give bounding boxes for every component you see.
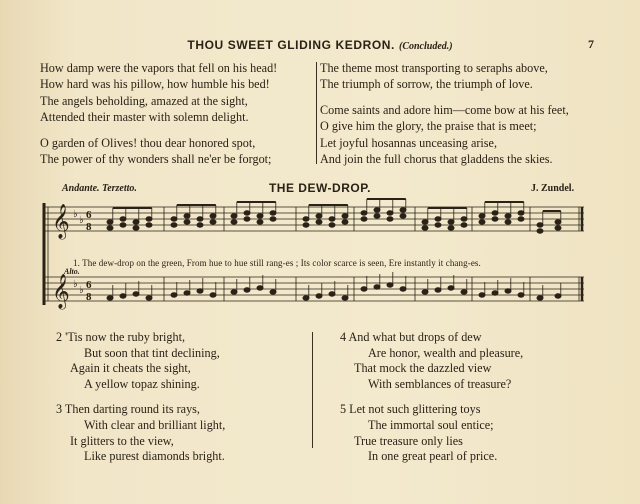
stanza [320,102,610,168]
note-head [435,288,441,292]
verse-line: A yellow topaz shining. [84,376,200,391]
stanza [340,330,590,392]
time-signatures [86,209,92,303]
note-head [107,226,113,230]
note-head [400,287,406,291]
verse-line: Again it cheats the sight, [70,361,191,376]
note-head [184,220,190,224]
note-head [257,220,263,224]
kedron-left-column [40,60,310,176]
alto-label: Alto. [64,267,80,276]
note-head [387,283,393,287]
time-signature-bottom: 8 [86,291,92,303]
note-head [422,226,428,230]
note-head [400,208,406,212]
note-head [146,223,152,227]
time-signature-top: 6 [86,279,92,291]
note-head [120,294,126,298]
note-head [435,223,441,227]
note-head [479,220,485,224]
note-head [120,223,126,227]
note-head [400,214,406,218]
note-head [422,290,428,294]
verse-line: The triumph of sorrow, the triumph of love. [320,77,533,92]
note-head [171,223,177,227]
note-head [374,208,380,212]
verse-line [56,330,306,346]
note-head [270,217,276,221]
verse-line: With semblances of treasure? [368,376,512,391]
note-head [461,223,467,227]
verse-line: Come saints and adore him—come bow at his feet, [320,102,569,117]
note-head [329,223,335,227]
stanza-number: 3 [56,402,63,417]
note-head [537,229,543,233]
song-title: THE DEW-DROP. [268,181,372,195]
flat-icon: ♭ [73,279,78,290]
verse-line: Are honor, wealth and pleasure, [368,345,524,360]
note-head [257,214,263,218]
note-head [422,220,428,224]
verse-line: O garden of Olives! thou dear honored spot, [40,135,256,150]
note-head [184,291,190,295]
verse-line: Attended their master with solemn delight. [40,110,249,125]
note-head [461,217,467,221]
note-head [361,287,367,291]
composer: J. Zundel. [531,183,575,194]
note-head [329,292,335,296]
time-signature-top: 6 [86,209,92,221]
note-head [210,214,216,218]
verse-text: 'Tis now the ruby bright, [65,330,186,344]
note-head [133,220,139,224]
system-brace [44,203,48,305]
note-head [361,217,367,221]
note-head [342,296,348,300]
note-head [171,217,177,221]
note-head [244,288,250,292]
note-head [197,223,203,227]
note-head [518,211,524,215]
verse-line: Like purest diamonds bright. [84,449,225,464]
notes [107,199,561,300]
note-head [107,220,113,224]
stanza-number: 2 [56,330,63,344]
note-head [518,293,524,297]
note-head [133,292,139,296]
note-head [197,217,203,221]
verse-text: Then darting round its rays, [64,402,200,417]
note-head [492,211,498,215]
note-head [492,217,498,221]
verse-line: In one great pearl of price. [368,449,498,464]
note-head [303,296,309,300]
verse-line: That mock the dazzled view [354,361,492,376]
clefs [52,204,84,310]
verse-line: The theme most transporting to seraphs above, [320,61,548,75]
note-head [461,290,467,294]
stanza [56,402,306,464]
note-head [342,214,348,218]
note-head [231,220,237,224]
verse-line [340,330,590,346]
verse-text: And what but drops of dew [348,330,482,344]
note-head [316,294,322,298]
verse-line: It glitters to the view, [70,433,174,448]
treble-clef-icon: 𝄞 [52,274,70,309]
note-head [171,293,177,297]
concluded-note: (Concluded.) [399,41,453,52]
note-head [435,217,441,221]
note-head [479,214,485,218]
note-head [303,223,309,227]
note-head [133,226,139,230]
dewdrop-left-column [56,330,306,475]
note-head [448,286,454,290]
note-head [505,214,511,218]
note-head [537,296,543,300]
flat-icon: ♭ [79,285,84,296]
stanza [56,330,306,392]
note-head [387,211,393,215]
note-head [303,217,309,221]
verse-line: The angels beholding, amazed at the sight, [40,93,248,108]
flat-icon: ♭ [79,215,84,226]
stanza [340,402,590,464]
dewdrop-right-column [340,330,590,475]
note-head [329,217,335,221]
note-head [184,214,190,218]
verse-line: The power of thy wonders shall ne'er be forgot; [40,152,272,167]
note-head [210,293,216,297]
note-head [107,296,113,300]
stanza-number: 5 [340,402,347,417]
stanza-number: 4 [340,330,347,344]
final-barline [579,207,582,301]
note-head [231,214,237,218]
verse-line: How hard was his pillow, how humble his bed! [40,77,270,92]
verse-line: Let joyful hosannas unceasing arise, [320,135,498,150]
note-head [361,211,367,215]
treble-clef-icon: 𝄞 [52,204,70,239]
verse-line: How damp were the vapors that fell on his head! [40,61,278,75]
note-head [387,217,393,221]
column-divider [316,62,317,164]
note-head [479,293,485,297]
note-head [316,214,322,218]
hymn-title: THOU SWEET GLIDING KEDRON. [187,38,395,52]
note-head [231,290,237,294]
note-head [555,226,561,230]
verse-line: The immortal soul entice; [368,417,494,432]
note-head [244,211,250,215]
note-head [270,290,276,294]
note-head [492,291,498,295]
flat-icon: ♭ [73,209,78,220]
lyric-line: 1. The dew-drop on the green, From hue to hue still rang-es ; Its color scarce is seen, Ere instantly it chang-es. [73,258,481,268]
note-head [270,211,276,215]
stanza [40,60,310,126]
time-signature-bottom: 8 [86,221,92,233]
verse-line: With clear and brilliant light, [84,417,226,432]
note-head [210,220,216,224]
note-head [197,289,203,293]
note-head [244,217,250,221]
note-head [374,214,380,218]
note-head [505,289,511,293]
kedron-right-column [320,60,610,176]
verse-line: But soon that tint declining, [84,345,220,360]
note-head [257,286,263,290]
page-header [0,38,640,52]
note-head [342,220,348,224]
verse-line: And join the full chorus that gladdens the skies. [320,152,553,167]
note-head [448,226,454,230]
note-head [316,220,322,224]
stanza [40,135,310,168]
note-head [505,220,511,224]
note-head [146,217,152,221]
note-head [537,223,543,227]
verse-line [56,402,306,418]
verse-line: O give him the glory, the praise that is meet; [320,119,537,134]
stanza [320,60,610,93]
verse-line [340,402,590,418]
note-head [555,294,561,298]
note-head [374,285,380,289]
verse-line: True treasure only lies [354,433,463,448]
tempo-marking: Andante. Terzetto. [62,183,137,194]
note-head [518,217,524,221]
note-head [448,220,454,224]
note-head [120,217,126,221]
verse-text: Let not such glittering toys [349,402,481,417]
note-head [146,296,152,300]
sheet-music [0,195,640,315]
note-head [555,220,561,224]
column-divider [312,332,313,448]
page-number: 7 [588,37,594,51]
